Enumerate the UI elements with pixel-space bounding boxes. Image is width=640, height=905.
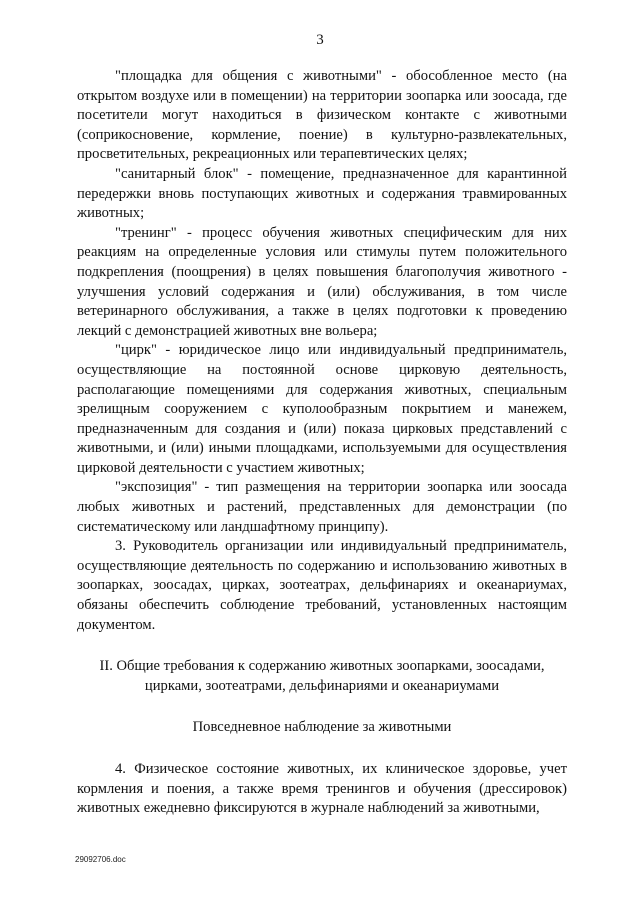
document-body xyxy=(77,67,567,819)
footer-filename: 29092706.doc xyxy=(75,855,126,864)
page-number: 3 xyxy=(316,32,324,48)
definition-paragraph: "санитарный блок" - помещение, предназначенное для карантинной передержки вновь поступающих животных и содержания травмированных животных; xyxy=(77,165,567,222)
definition-paragraph: "площадка для общения с животными" - обособленное место (на открытом воздухе или в помещении) на территории зоопарка или зоосада, где посетители могут находиться в физическом контакте с животными (соприкосновение, кормление, поение) в культурно-развлекательных, просветительных, рекреационных или терапевтических целях; xyxy=(77,68,567,163)
subsection-heading: Повседневное наблюдение за животными xyxy=(192,719,452,736)
definition-paragraph: "тренинг" - процесс обучения животных специфическим для них реакциям на определенные условия или стимулы путем положительного подкрепления (поощрения) в целях повышения благополучия животного - улучшения условий содержания и (или) обслуживания, в том числе ветеринарного обслуживания, а также в целях подготовки к проведению лекций с демонстрацией животных вне вольера; xyxy=(77,224,567,339)
section-heading: II. Общие требования к содержанию животных зоопарками, зоосадами, цирками, зоотеатрами, дельфинариями и океанариумами xyxy=(99,658,545,694)
definition-paragraph: "цирк" - юридическое лицо или индивидуальный предприниматель, осуществляющие на постоянной основе цирковую деятельность, располагающие помещениями для содержания животных, специальным зрелищным сооружением с куполообразным покрытием и манежем, предназначенным для создания и (или) показа цирковых представлений с животными, и (или) иными площадками, используемыми для осуществления цирковой деятельности с участием животных; xyxy=(77,342,567,476)
clause-paragraph: 3. Руководитель организации или индивидуальный предприниматель, осуществляющие деятельность по содержанию и использованию животных в зоопарках, зоосадах, цирках, зоотеатрах, дельфинариях и океанариумах, обязаны обеспечить соблюдение требований, установленных настоящим документом. xyxy=(77,538,567,633)
definition-paragraph: "экспозиция" - тип размещения на территории зоопарка или зоосада любых животных и растений, представленных для демонстрации (по систематическому или ландшафтному принципу). xyxy=(77,479,567,535)
clause-paragraph: 4. Физическое состояние животных, их клиническое здоровье, учет кормления и поения, а также время тренингов и обучения (дрессировок) животных ежедневно фиксируются в журнале наблюдений за животными, xyxy=(77,761,567,817)
